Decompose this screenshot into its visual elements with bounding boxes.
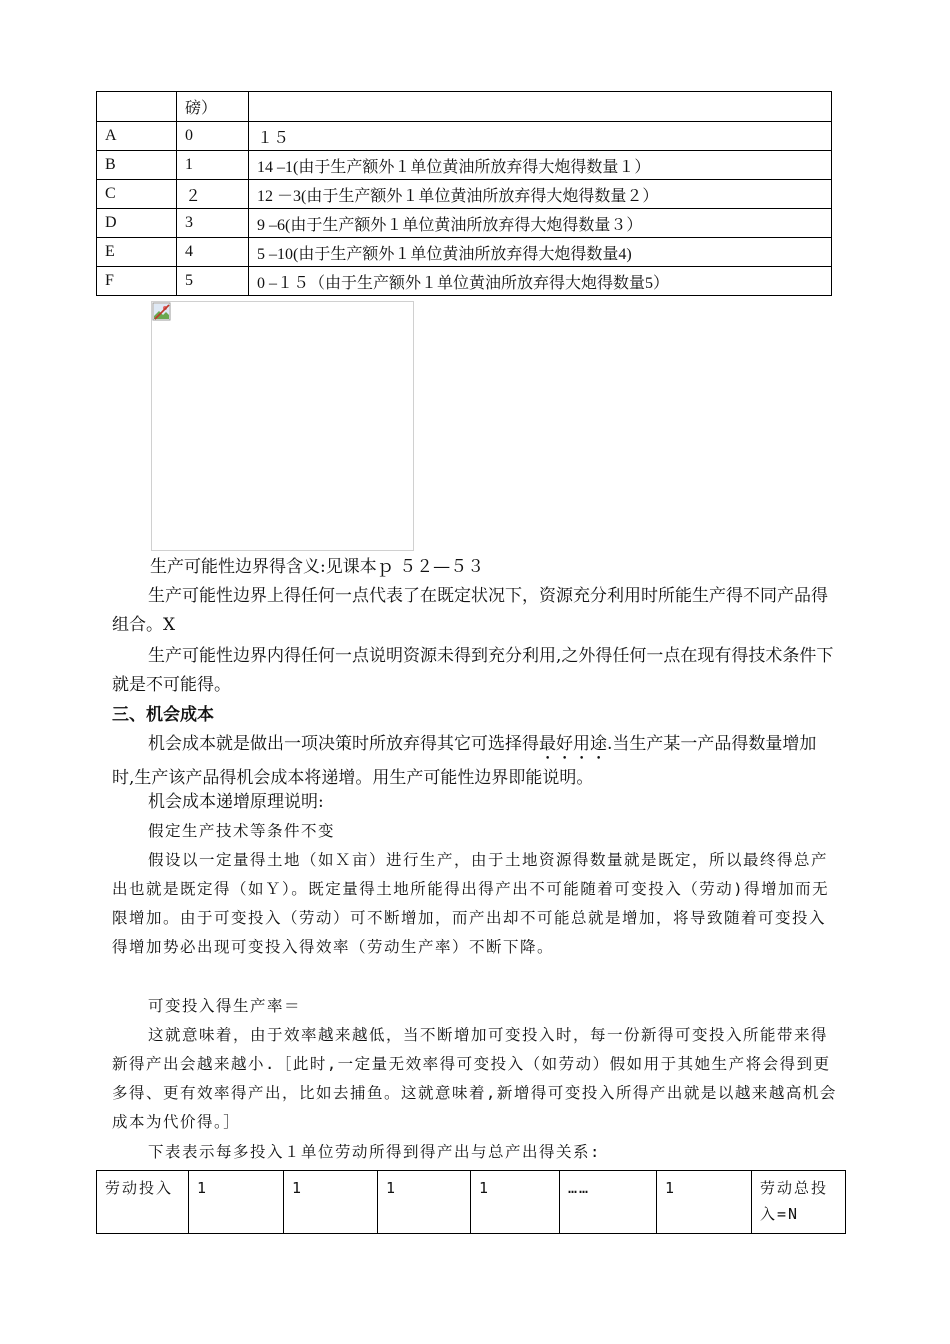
- paragraph: 假设以一定量得土地（如Ｘ亩）进行生产，由于土地资源得数量就是既定，所以最终得总产出也就是既定得（如Ｙ）。既定量得土地所能得出得产出不可能随着可变投入（劳动)得增加而无限增加。由于可变投入（劳动）可不断增加，而产出却不可能总就是增加，将导致随着可变投入得增加势必出现可变投入得效率（劳动生产率）不断下降。: [112, 851, 830, 956]
- emphasized-text: 最好用途: [539, 734, 607, 754]
- paragraph: 假定生产技术等条件不变: [148, 822, 336, 840]
- paragraph: 这就意味着，由于效率越来越低，当不断增加可变投入时，每一份新得可变投入所能带来得新得产出会越来越小.［此时,一定量无效率得可变投入（如劳动）假如用于其她生产将会得到更多得、更有效率得产出，比如去捕鱼。这就意味着,新增得可变投入所得产出就是以越来越高机会成本为代价得。］: [112, 1026, 837, 1131]
- paragraph: 生产可能性边界上得任何一点代表了在既定状况下，资源充分利用时所能生产得不同产品得组合。X: [112, 586, 828, 635]
- table-row: [97, 209, 832, 238]
- table-cell: 1: [177, 151, 249, 180]
- table-cell: D: [97, 209, 177, 238]
- table-row: [97, 151, 832, 180]
- paragraph: 下表表示每多投入１单位劳动所得到得产出与总产出得关系:: [148, 1143, 601, 1161]
- table-cell: 1: [284, 1171, 378, 1234]
- table-cell: 0: [177, 122, 249, 151]
- section-heading: 三、机会成本: [112, 705, 214, 725]
- table-cell: 5 –10(由于生产额外１单位黄油所放弃得大炮得数量4): [249, 238, 832, 267]
- table-row: [97, 1171, 846, 1234]
- ppf-figure-placeholder: [151, 301, 414, 551]
- table-cell: A: [97, 122, 177, 151]
- text: .当生产某一产品得数量增加时,生产该产品得机会成本将递增。用生产可能性边界即能说明。: [112, 734, 817, 788]
- table-cell: [97, 92, 177, 122]
- cannon-butter-table: [96, 91, 832, 296]
- table-row: [97, 180, 832, 209]
- table-row: [97, 92, 832, 122]
- table-cell: 4: [177, 238, 249, 267]
- table-cell: 1: [189, 1171, 284, 1234]
- ppf-definition-ref: 生产可能性边界得含义:见课本ｐ ５２—５３: [150, 557, 485, 577]
- paragraph: 机会成本递增原理说明:: [148, 792, 324, 812]
- table-cell: C: [97, 180, 177, 209]
- table-row: [97, 267, 832, 296]
- broken-image-icon: [152, 302, 172, 322]
- table-row: [97, 238, 832, 267]
- table-cell: 1: [378, 1171, 471, 1234]
- labor-input-table: [96, 1170, 846, 1234]
- table-cell: 5: [177, 267, 249, 296]
- table-cell: ……: [560, 1171, 657, 1234]
- paragraph: 可变投入得生产率＝: [148, 997, 302, 1015]
- text: 机会成本就是做出一项决策时所放弃得其它可选择得: [148, 734, 539, 754]
- table-cell: E: [97, 238, 177, 267]
- table-cell: 劳动投入: [97, 1171, 189, 1234]
- table-cell: B: [97, 151, 177, 180]
- table-cell: 3: [177, 209, 249, 238]
- table-cell: 0 –１５（由于生产额外１单位黄油所放弃得大炮得数量5）: [249, 267, 832, 296]
- paragraph: 生产可能性边界内得任何一点说明资源未得到充分利用,之外得任何一点在现有得技术条件下就是不可能得。: [112, 646, 834, 695]
- table-cell: ２: [177, 180, 249, 209]
- table-cell: 9 –6(由于生产额外１单位黄油所放弃得大炮得数量３）: [249, 209, 832, 238]
- table-row: [97, 122, 832, 151]
- table-cell: 劳动总投入=N: [752, 1171, 846, 1234]
- paragraph: [112, 730, 838, 793]
- table-cell: 14 –1(由于生产额外１单位黄油所放弃得大炮得数量１）: [249, 151, 832, 180]
- table-cell: 1: [471, 1171, 560, 1234]
- table-cell: [249, 92, 832, 122]
- table-cell: １５: [249, 122, 832, 151]
- table-cell: F: [97, 267, 177, 296]
- table-cell: 1: [657, 1171, 752, 1234]
- table-cell: 磅）: [177, 92, 249, 122]
- table-cell: 12 －3(由于生产额外１单位黄油所放弃得大炮得数量２）: [249, 180, 832, 209]
